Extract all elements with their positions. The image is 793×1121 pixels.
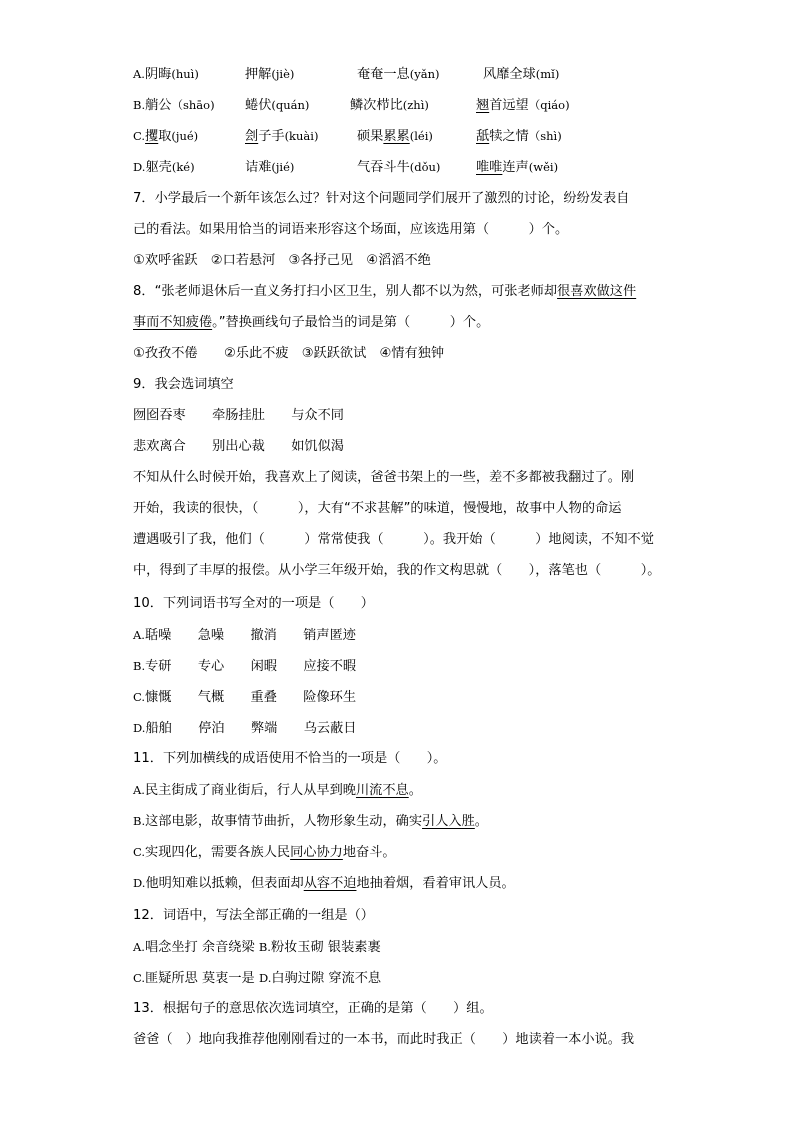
option-label: C. [133,129,146,143]
q6-option-a: A.阴晦(huì) [133,67,199,82]
pinyin: （shì) [528,129,562,143]
option-label: D. [133,160,146,174]
q13-title: 13．根据句子的意思依次选词填空，正确的是第（ ）组。 [133,1001,493,1016]
q7-stem-line2: 己的看法。如果用恰当的词语来形容这个场面，应该选用第（ ）个。 [133,222,569,237]
q10-title: 10．下列词语书写全对的一项是（ ） [133,596,374,611]
option-label: D. [133,876,146,890]
pinyin: （qiáo) [528,98,570,112]
q10-option-b: B.专研 专心 闲暇 应接不暇 [133,659,357,674]
q9-title: 9．我会选词填空 [133,377,234,392]
underlined-idiom: 从容不迫 [303,876,357,891]
pinyin: (yǎn) [409,67,440,81]
dotted-char: 晦 [158,67,172,82]
option-label: A. [133,940,145,954]
underlined-text: 很喜欢做这件 [557,284,637,299]
pinyin: (dǒu) [409,160,441,174]
q13-stem-line1: 爸爸（ ）地向我推荐他刚刚看过的一本书，而此时我正（ ）地读着一本小说。我 [133,1032,635,1047]
underlined-idiom: 川流不息 [355,783,409,798]
option-label: A. [133,783,145,797]
underlined-idiom: 引人入胜 [422,814,475,829]
option-label: B. [133,98,146,112]
q10-option-d: D.船舶 停泊 弊端 乌云蔽日 [133,721,357,736]
q9-passage-line1: 不知从什么时候开始，我喜欢上了阅读，爸爸书架上的一些，差不多都被我翻过了。刚 [133,470,635,485]
q7-options: ①欢呼雀跃 ②口若悬河 ③各抒己见 ④滔滔不绝 [133,253,431,268]
q10-option-c: C.慷慨 气概 重叠 险像环生 [133,690,357,705]
option-label: D. [258,971,272,985]
option-label: A. [133,67,145,81]
pinyin: (huì) [171,67,199,81]
q7-stem-line1: 7．小学最后一个新年该怎么过？针对这个问题同学们展开了激烈的讨论，纷纷发表自 [133,191,630,206]
q11-title: 11．下列加横线的成语使用不恰当的一项是（ ）。 [133,751,447,766]
q12-title: 12．词语中，写法全部正确的一组是（） [133,908,374,923]
option-label: B. [133,814,146,828]
q11-option-b: B.这部电影，故事情节曲折，人物形象生动，确实引人入胜。 [133,814,488,829]
q9-passage-line3: 遭遇吸引了我，他们（ ）常常使我（ ）。我开始（ ）地阅读，不知不觉 [133,532,654,547]
q8-stem-line2: 事而不知疲倦。”替换画线句子最恰当的词是第（ ）个。 [133,315,490,330]
q6-option-b: B.艄公（shāo) [133,98,215,113]
pinyin: (jiè) [271,67,295,81]
pinyin: (mǐ) [535,67,560,81]
q11-option-c: C.实现四化，需要各族人民同心协力地奋斗。 [133,845,396,860]
pinyin: （shāo) [171,98,215,112]
option-label: B. [258,940,271,954]
q6-option-d: D.躯壳(ké) [133,160,195,175]
q11-option-d: D.他明知难以抵赖，但表面却从容不迫地抽着烟，看着审讯人员。 [133,876,515,891]
q10-option-a: A.聒噪 急噪 撤消 销声匿迹 [133,628,356,643]
q9-passage-line2: 开始，我读的很快，（ ），大有“不求甚解”的味道，慢慢地，故事中人物的命运 [133,501,622,516]
q6-option-c: C.攫取(jué) [133,129,199,144]
underlined-text: 事而不知疲倦 [133,315,213,330]
option-label: C. [133,690,146,704]
pinyin: (jué) [171,129,199,143]
q9-word-bank-1: 囫囵吞枣 牵肠挂肚 与众不同 [133,408,344,423]
pinyin: (ké) [171,160,195,174]
option-label: B. [133,659,146,673]
q11-option-a: A.民主街成了商业街后，行人从早到晚川流不息。 [133,783,422,798]
pinyin: (kuài) [284,129,319,143]
q9-word-bank-2: 悲欢离合 别出心裁 如饥似渴 [133,439,344,454]
pinyin: (quán) [271,98,310,112]
pinyin: (léi) [409,129,433,143]
q12-options-row1: A.唱念坐打 余音绕梁 B.粉妆玉砌 银装素裹 [133,940,381,955]
option-label: D. [133,721,146,735]
q9-passage-line4: 中，得到了丰厚的报偿。从小学三年级开始，我的作文构思就（ ），落笔也（ ）。 [133,563,661,578]
q8-options: ①孜孜不倦 ②乐此不疲 ③跃跃欲试 ④情有独钟 [133,346,445,361]
option-label: A. [133,628,145,642]
pinyin: (jié) [271,160,295,174]
q8-stem-line1: 8．“张老师退休后一直义务打扫小区卫生，别人都不以为然，可张老师却很喜欢做这件 [133,284,637,299]
document-page: A.阴晦(huì) 押解(jiè) 奄奄一息(yǎn) 风靡全球(mǐ) B.艄公（shāo) 蜷伏(quán) 鳞次栉比(zhì) 翘首远望（qiáo) C.攫取(jué) 刽子手(kuài) 硕果累累(léi) 舐犊之情（shì) D.躯壳(ké) 诘难(jié) 气吞斗牛(dǒu) 唯唯连声(wěi) 7．小学最后一个新年该怎么过？针对这个问题同学们展开了激烈的讨论，纷纷发表自 己的看法。如果用恰当的词语来形容这个场面，应该选用第（ ）个。 ①欢呼雀跃 ②口若悬河 ③各抒己见 ④滔滔不绝 8．“张老师退休后一直义务打扫小区卫生，别人都不以为然，可张老师却很喜欢做这件 事而不知疲倦。”替换画线句子最恰当的词是第（ ）个。 ①孜孜不倦 ②乐此不疲 ③跃跃欲试 ④情有独钟 9．我会选词填空 囫囵吞枣 牵肠挂肚 与众不同 悲欢离合 别出心裁 如饥似渴 不知从什么时候开始，我喜欢上了阅读，爸爸书架上的一些，差不多都被我翻过了。刚 开始，我读的很快，（ ），大有“不求甚解”的味道，慢慢地，故事中人物的命运 遭遇吸引了我，他们（ ）常常使我（ ）。我开始（ ）地阅读，不知不觉 中，得到了丰厚的报偿。从小学三年级开始，我的作文构思就（ ），落笔也（ ）。 10．下列词语书写全对的一项是（ ） A.聒噪 急噪 撤消 销声匿迹 B.专研 专心 闲暇 应接不暇 C.慷慨 气概 重叠 险像环生 D.船舶 停泊 弊端 乌云蔽日 11．下列加横线的成语使用不恰当的一项是（ ）。 A.民主街成了商业街后，行人从早到晚川流不息。 B.这部电影，故事情节曲折，人物形象生动，确实引人入胜。 C.实现四化，需要各族人民同心协力地奋斗。 D.他明知难以抵赖，但表面却从容不迫地抽着烟，看着审讯人员。 12．词语中，写法全部正确的一组是（） A.唱念坐打 余音绕梁 B.粉妆玉砌 银装素裹 C.匪疑所思 莫衷一是 D.白驹过隙 穿流不息 13．根据句子的意思依次选词填空，正确的是第（ ）组。 爸爸（ ）地向我推荐他刚刚看过的一本书，而此时我正（ ）地读着一本小说。我 [0,0,793,1121]
pinyin: (zhì) [402,98,429,112]
underlined-idiom: 同心协力 [290,845,343,860]
pinyin: (wěi) [528,160,559,174]
q12-options-row2: C.匪疑所思 莫衷一是 D.白驹过隙 穿流不息 [133,971,382,986]
option-label: C. [133,845,146,859]
option-label: C. [133,971,146,985]
